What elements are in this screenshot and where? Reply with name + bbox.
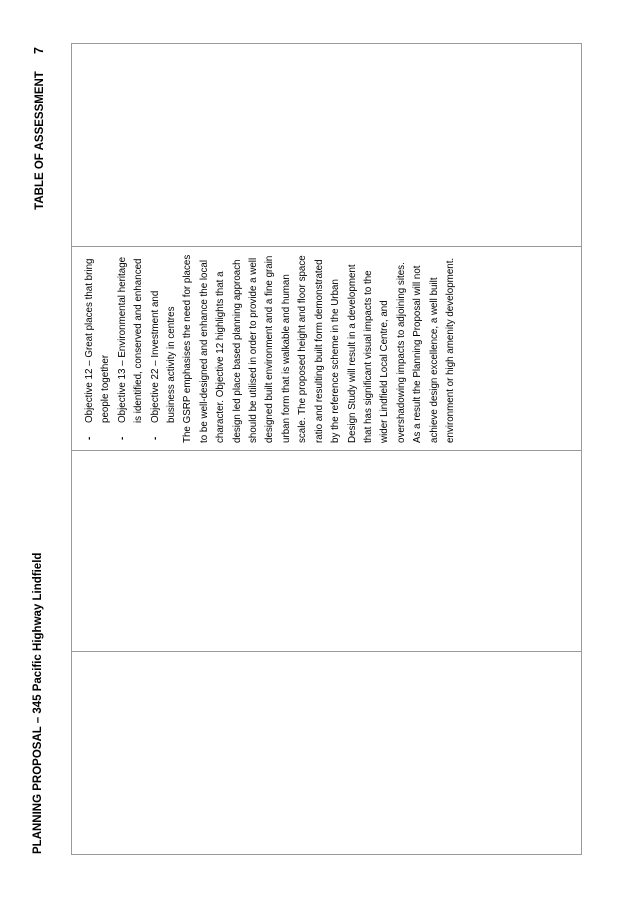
section-header (32, 47, 46, 210)
page-number: 7 (32, 47, 46, 54)
assessment-table (71, 43, 582, 855)
section-title: TABLE OF ASSESSMENT (34, 71, 46, 210)
document-title: PLANNING PROPOSAL – 345 Pacific Highway Lindfield (32, 552, 44, 854)
assessment-cell (82, 251, 459, 443)
list-item: - Objective 13 – Environmental heritage is identified, conserved and enhanced (115, 251, 148, 443)
assessment-paragraph: The GSRP emphasises the need for places to be well-designed and enhance the local character. Objective 12 highlights that a design led place based planning approach should be utilised in order to provide a well designed built environment and a fine grain urban form that is walkable and human scale. The proposed height and floor space ratio and resulting built form demonstrated by the reference scheme in the Urban Design Study will result in a development that has significant visual impacts to the wider Lindfield Local Centre, and overshadowing impacts to adjoining sites. As a result the Planning Proposal will not achieve design excellence, a well built environment or high amenity development. (182, 254, 456, 443)
list-item: - Objective 22 – Investment and business activity in centres (148, 251, 181, 443)
column-divider (72, 246, 581, 247)
column-divider (72, 450, 581, 451)
list-item: - Objective 12 – Great places that bring people together (82, 251, 115, 443)
column-divider (72, 651, 581, 652)
objectives-list (82, 251, 180, 443)
